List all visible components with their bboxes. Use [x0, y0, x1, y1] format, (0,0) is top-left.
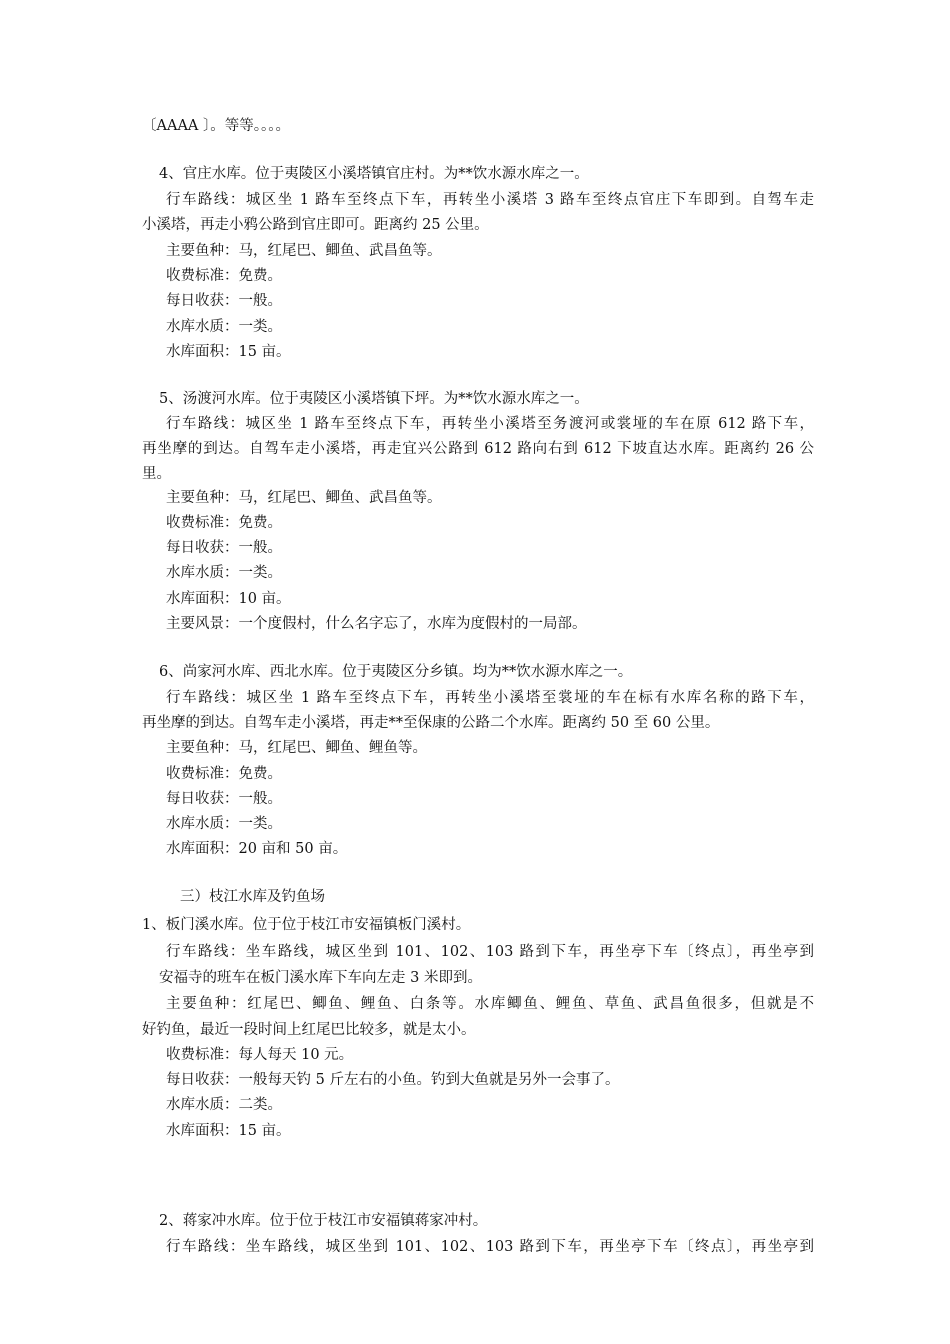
paragraph-line: 行车路线：城区坐 1 路车至终点下车，再转坐小溪塔 3 路车至终点官庄下车即到。自驾车走	[166, 192, 814, 208]
subsection-heading: 三）枝江水库及钓鱼场	[180, 889, 325, 905]
section-heading: 4、官庄水库。位于夷陵区小溪塔镇官庄村。为**饮水源水库之一。	[159, 166, 589, 182]
section-heading: 5、汤渡河水库。位于夷陵区小溪塔镇下坪。为**饮水源水库之一。	[159, 391, 589, 407]
list-item: 每日收获：一般每天钓 5 斤左右的小鱼。钓到大鱼就是另外一会事了。	[166, 1072, 620, 1088]
list-item: 水库面积：20 亩和 50 亩。	[166, 841, 348, 857]
list-item: 主要风景：一个度假村，什么名字忘了，水库为度假村的一局部。	[166, 616, 587, 632]
list-item: 每日收获：一般。	[166, 540, 282, 556]
list-item: 水库水质：一类。	[166, 816, 282, 832]
list-item: 收费标准：每人每天 10 元。	[166, 1047, 354, 1063]
list-item: 收费标准：免费。	[166, 268, 282, 284]
section-heading: 1、板门溪水库。位于位于枝江市安福镇板门溪村。	[142, 917, 471, 933]
paragraph-line: 小溪塔，再走小鸦公路到官庄即可。距离约 25 公里。	[142, 217, 489, 233]
text-line: 〔AAAA 〕。等等。。。。	[142, 118, 290, 134]
list-item: 每日收获：一般。	[166, 791, 282, 807]
list-item: 水库水质：一类。	[166, 319, 282, 335]
list-item: 主要鱼种：马，红尾巴、鲫鱼、鲤鱼等。	[166, 740, 427, 756]
paragraph-line: 行车路线：城区坐 1 路车至终点下车，再转坐小溪塔至裳垭的车在标有水库名称的路下车，	[166, 690, 814, 706]
paragraph-line: 好钓鱼，最近一段时间上红尾巴比较多，就是太小。	[142, 1022, 476, 1038]
list-item: 水库面积：15 亩。	[166, 1123, 291, 1139]
list-item: 水库水质：一类。	[166, 565, 282, 581]
paragraph-line: 再坐摩的到达。自驾车走小溪塔，再走宜兴公路到 612 路向右到 612 下坡直达水库。距离约 26 公	[142, 441, 814, 457]
list-item: 主要鱼种：马，红尾巴、鲫鱼、武昌鱼等。	[166, 243, 442, 259]
paragraph-line: 安福寺的班车在板门溪水库下车向左走 3 米即到。	[159, 970, 482, 986]
list-item: 水库面积：15 亩。	[166, 344, 291, 360]
paragraph-line: 行车路线：城区坐 1 路车至终点下车，再转坐小溪塔至务渡河或裳垭的车在原 612 路下车，	[166, 416, 814, 432]
paragraph-line: 主要鱼种：红尾巴、鲫鱼、鲤鱼、白条等。水库鲫鱼、鲤鱼、草鱼、武昌鱼很多，但就是不	[166, 996, 814, 1012]
list-item: 收费标准：免费。	[166, 766, 282, 782]
section-heading: 6、尚家河水库、西北水库。位于夷陵区分乡镇。均为**饮水源水库之一。	[159, 664, 633, 680]
list-item: 主要鱼种：马，红尾巴、鲫鱼、武昌鱼等。	[166, 490, 442, 506]
paragraph-line: 里。	[142, 466, 171, 482]
paragraph-line: 行车路线：坐车路线，城区坐到 101、102、103 路到下车，再坐亭下车〔终点〕，再坐亭到	[166, 944, 814, 960]
paragraph-line: 再坐摩的到达。自驾车走小溪塔，再走**至保康的公路二个水库。距离约 50 至 60 公里。	[142, 715, 720, 731]
list-item: 水库水质：二类。	[166, 1097, 282, 1113]
list-item: 水库面积：10 亩。	[166, 591, 291, 607]
section-heading: 2、蒋家冲水库。位于位于枝江市安福镇蒋家冲村。	[159, 1213, 488, 1229]
list-item: 每日收获：一般。	[166, 293, 282, 309]
paragraph-line: 行车路线：坐车路线，城区坐到 101、102、103 路到下车，再坐亭下车〔终点〕，再坐亭到	[166, 1239, 814, 1255]
list-item: 收费标准：免费。	[166, 515, 282, 531]
